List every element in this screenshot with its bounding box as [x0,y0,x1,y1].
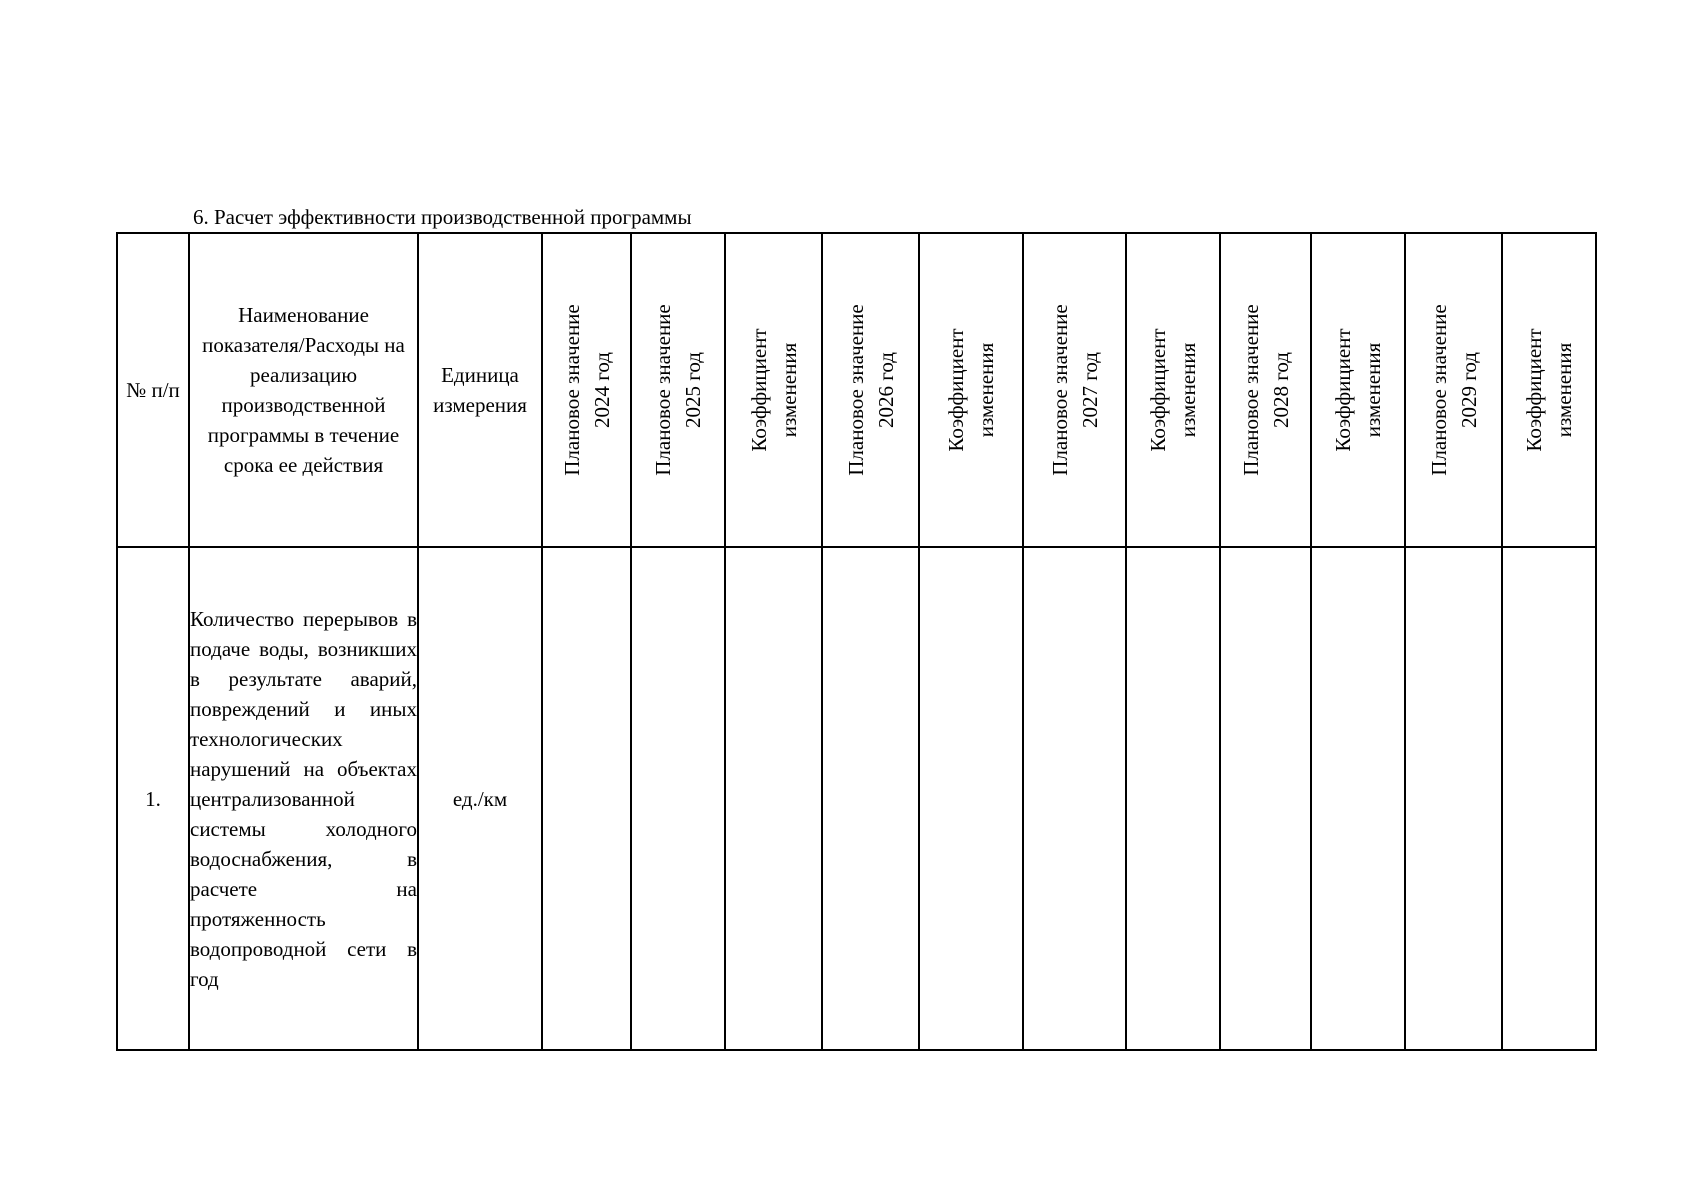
header-coef-label2: изменения [974,342,998,438]
header-plan-label: Плановое значение [559,304,584,476]
header-unit-line2: измерения [433,393,527,417]
table-header-row [117,233,1596,547]
header-coef-label: Коэффициент [1522,328,1546,452]
header-coef-label: Коэффициент [1146,328,1170,452]
row-value-plan-2025 [631,547,725,1050]
header-coef-label: Коэффициент [1331,328,1355,452]
header-plan-label: Плановое значение [1238,304,1263,476]
header-unit [418,233,542,547]
row-value-plan-2024 [542,547,631,1050]
header-coef-label: Коэффициент [944,328,968,452]
header-num: № п/п [117,233,189,547]
row-value-coef-2028 [1311,547,1405,1050]
header-coef-label2: изменения [1176,342,1200,438]
efficiency-table [116,232,1597,1051]
header-coef-2029 [1502,233,1596,547]
header-plan-2025 [631,233,725,547]
header-coef-2026 [919,233,1023,547]
header-coef-label2: изменения [1361,342,1385,438]
header-plan-year: 2029 год [1456,352,1481,428]
header-plan-year: 2027 год [1077,352,1102,428]
row-value-coef-2027 [1126,547,1220,1050]
header-coef-label2: изменения [1552,342,1576,438]
table-row [117,547,1596,1050]
header-plan-label: Плановое значение [1047,304,1072,476]
header-plan-2027 [1023,233,1126,547]
header-plan-label: Плановое значение [843,304,868,476]
header-plan-2029 [1405,233,1502,547]
row-num: 1. [117,547,189,1050]
header-plan-2026 [822,233,919,547]
header-plan-label: Плановое значение [651,304,675,476]
header-coef-2028 [1311,233,1405,547]
row-value-plan-2029 [1405,547,1502,1050]
row-value-plan-2027 [1023,547,1126,1050]
row-name: Количество перерывов в подаче воды, возникших в результате аварий, повреждений и иных технологических нарушений на объектах централизованной системы холодного водоснабжения, в расчете на протяженность водопроводной сети в год [189,547,418,1050]
row-value-plan-2026 [822,547,919,1050]
header-coef-2027 [1126,233,1220,547]
header-plan-year: 2028 год [1268,352,1293,428]
header-plan-2028 [1220,233,1311,547]
header-unit-line1: Единица [441,363,519,387]
section-title: 6. Расчет эффективности производственной программы [193,205,692,229]
row-value-coef-2029 [1502,547,1596,1050]
header-plan-year: 2024 год [589,352,614,428]
row-value-coef-2025 [725,547,822,1050]
row-value-plan-2028 [1220,547,1311,1050]
header-plan-label: Плановое значение [1426,304,1451,476]
header-coef-2025 [725,233,822,547]
header-plan-2024 [542,233,631,547]
header-coef-label2: изменения [776,342,801,438]
header-name: Наименование показателя/Расходы на реализацию производственной программы в течение срока ее действия [189,233,418,547]
header-plan-year: 2025 год [681,352,705,428]
row-value-coef-2026 [919,547,1023,1050]
header-coef-label: Коэффициент [746,328,771,452]
header-plan-year: 2026 год [873,352,898,428]
row-unit: ед./км [418,547,542,1050]
